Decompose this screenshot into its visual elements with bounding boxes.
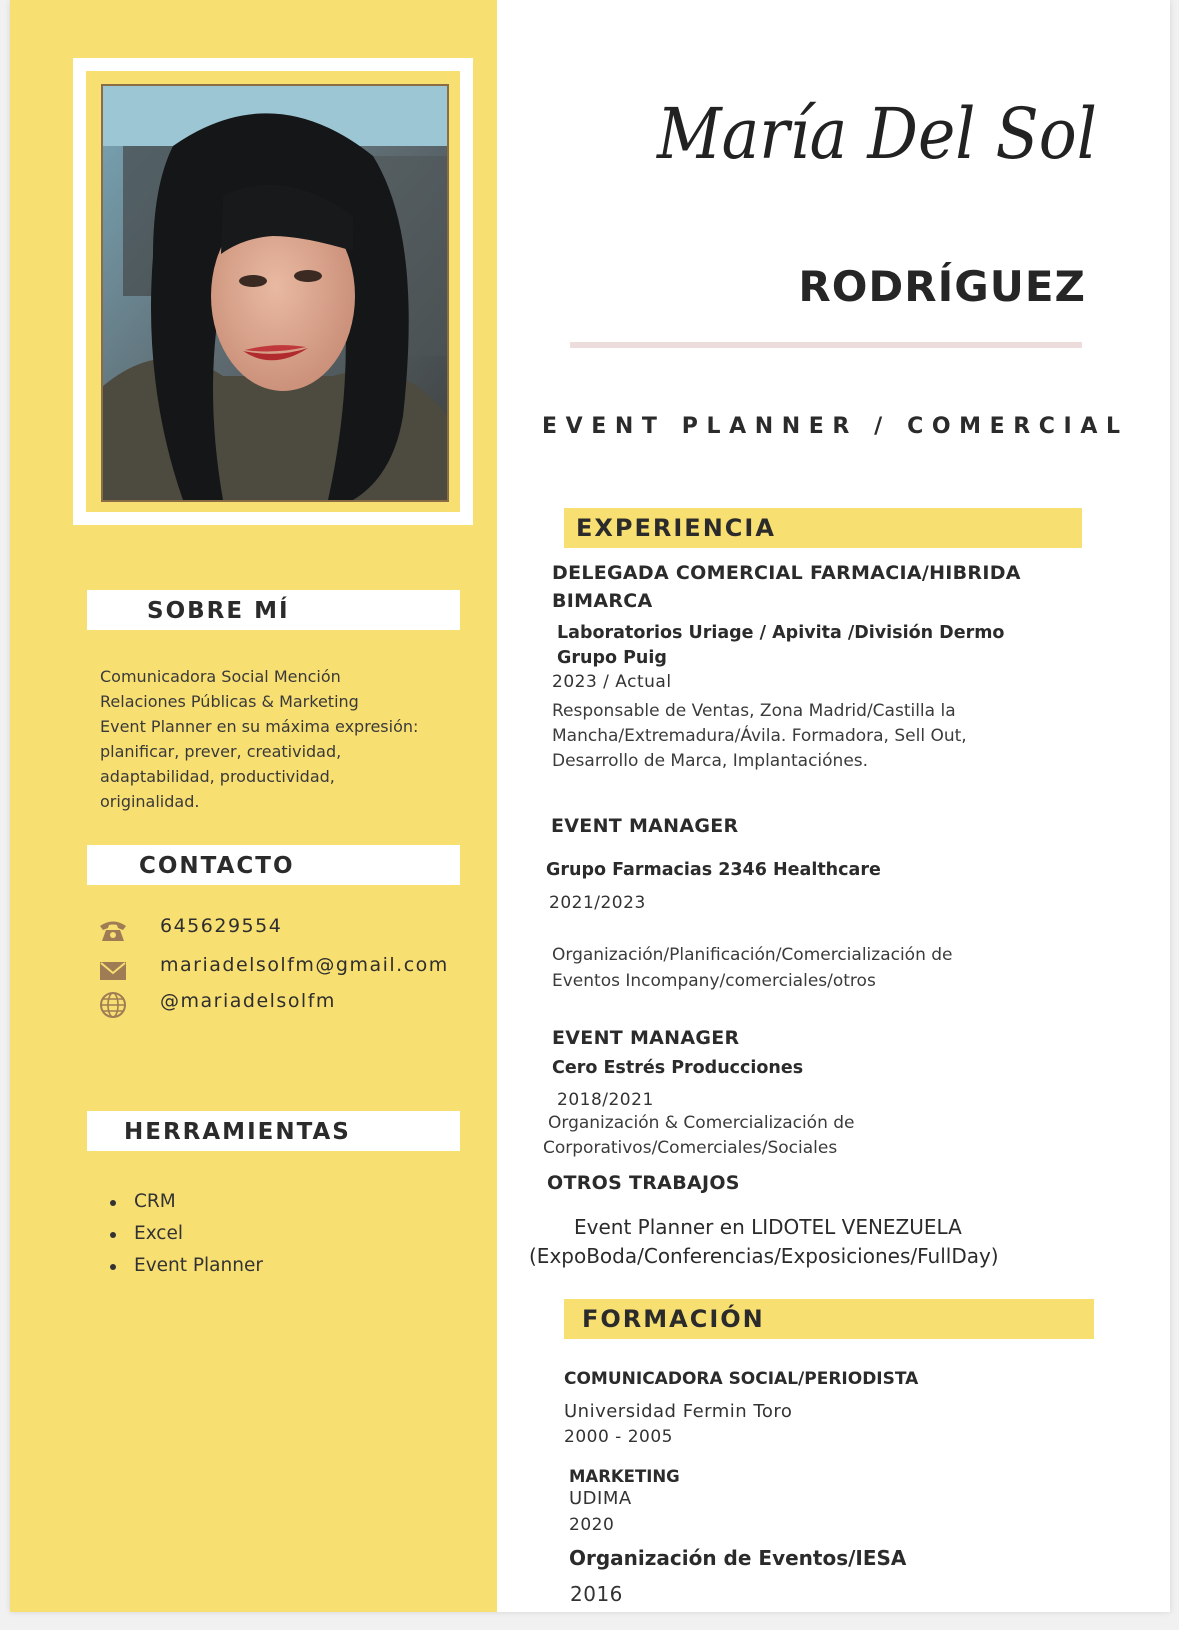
- script-name: [542, 80, 1102, 190]
- job-role: DELEGADA COMERCIAL FARMACIA/HIBRIDA: [552, 562, 1021, 584]
- main-content: [497, 0, 1170, 1612]
- job-company: Grupo Puig: [557, 648, 667, 668]
- profile-photo: [101, 84, 449, 502]
- globe-icon: [98, 990, 128, 1020]
- web-handle[interactable]: @mariadelsolfm: [160, 990, 336, 1012]
- about-text: [100, 664, 445, 814]
- job-desc: Organización/Planificación/Comercialización de: [552, 945, 953, 965]
- phone-number[interactable]: 645629554: [160, 915, 283, 937]
- education-heading-box: [564, 1299, 1094, 1339]
- email-link[interactable]: mariadelsolfm@gmail.com: [160, 954, 449, 976]
- about-heading-box: [87, 590, 460, 630]
- job-desc: Eventos Incompany/comerciales/otros: [552, 971, 876, 991]
- education-years: 2020: [569, 1515, 615, 1535]
- job-desc: Desarrollo de Marca, Implantaciónes.: [552, 751, 869, 771]
- job-date: 2018/2021: [557, 1090, 654, 1110]
- tools-heading: HERRAMIENTAS: [124, 1119, 351, 1145]
- tool-item: Event Planner: [110, 1250, 263, 1282]
- education-school: Universidad Fermin Toro: [564, 1401, 793, 1422]
- education-years: 2000 - 2005: [564, 1427, 673, 1447]
- phone-icon: [98, 915, 128, 945]
- about-line: Event Planner en su máxima expresión:: [100, 717, 419, 736]
- about-line: adaptabilidad, productividad,: [100, 767, 335, 786]
- contact-heading: CONTACTO: [139, 853, 295, 879]
- other-work-line: (ExpoBoda/Conferencias/Exposiciones/FullDay): [529, 1244, 999, 1268]
- job-company: Laboratorios Uriage / Apivita /División Dermo: [557, 623, 1005, 643]
- portrait-illustration: [103, 86, 447, 500]
- job-desc: Organización & Comercialización de: [548, 1113, 855, 1133]
- sidebar: [10, 0, 497, 1612]
- tool-item: Excel: [110, 1218, 263, 1250]
- tools-list: [110, 1186, 263, 1282]
- tool-item: CRM: [110, 1186, 263, 1218]
- education-school: UDIMA: [569, 1488, 632, 1509]
- education-title: MARKETING: [569, 1467, 680, 1486]
- education-heading: FORMACIÓN: [582, 1305, 765, 1333]
- job-role: EVENT MANAGER: [551, 815, 739, 837]
- education-years: 2016: [570, 1582, 623, 1606]
- job-company: Cero Estrés Producciones: [552, 1058, 804, 1078]
- about-heading: SOBRE MÍ: [147, 598, 290, 624]
- about-line: Comunicadora Social Mención: [100, 667, 341, 686]
- divider-line: [570, 342, 1082, 348]
- tools-heading-box: [87, 1111, 460, 1151]
- job-date: 2023 / Actual: [552, 672, 672, 692]
- about-line: planificar, prever, creatividad,: [100, 742, 342, 761]
- job-title: EVENT PLANNER / COMERCIAL: [542, 414, 1129, 439]
- mail-icon: [98, 954, 128, 984]
- surname: RODRÍGUEZ: [798, 262, 1086, 311]
- education-title: COMUNICADORA SOCIAL/PERIODISTA: [564, 1369, 919, 1389]
- experience-heading: EXPERIENCIA: [576, 514, 776, 542]
- first-name: María Del Sol: [655, 93, 1097, 175]
- job-desc: Responsable de Ventas, Zona Madrid/Castilla la: [552, 701, 956, 721]
- job-role: EVENT MANAGER: [552, 1027, 740, 1049]
- about-line: Relaciones Públicas & Marketing: [100, 692, 359, 711]
- job-date: 2021/2023: [549, 893, 646, 913]
- education-title: Organización de Eventos/IESA: [569, 1546, 907, 1570]
- job-desc: Mancha/Extremadura/Ávila. Formadora, Sell Out,: [552, 726, 967, 746]
- contact-heading-box: [87, 845, 460, 885]
- other-work-heading: OTROS TRABAJOS: [547, 1172, 740, 1194]
- other-work-line: Event Planner en LIDOTEL VENEZUELA: [574, 1215, 962, 1239]
- about-line: originalidad.: [100, 792, 200, 811]
- job-role: BIMARCA: [552, 590, 653, 612]
- photo-frame: [73, 58, 473, 525]
- job-desc: Corporativos/Comerciales/Sociales: [543, 1138, 838, 1158]
- job-company: Grupo Farmacias 2346 Healthcare: [546, 860, 881, 880]
- resume-page: [10, 0, 1170, 1612]
- experience-heading-box: [564, 508, 1082, 548]
